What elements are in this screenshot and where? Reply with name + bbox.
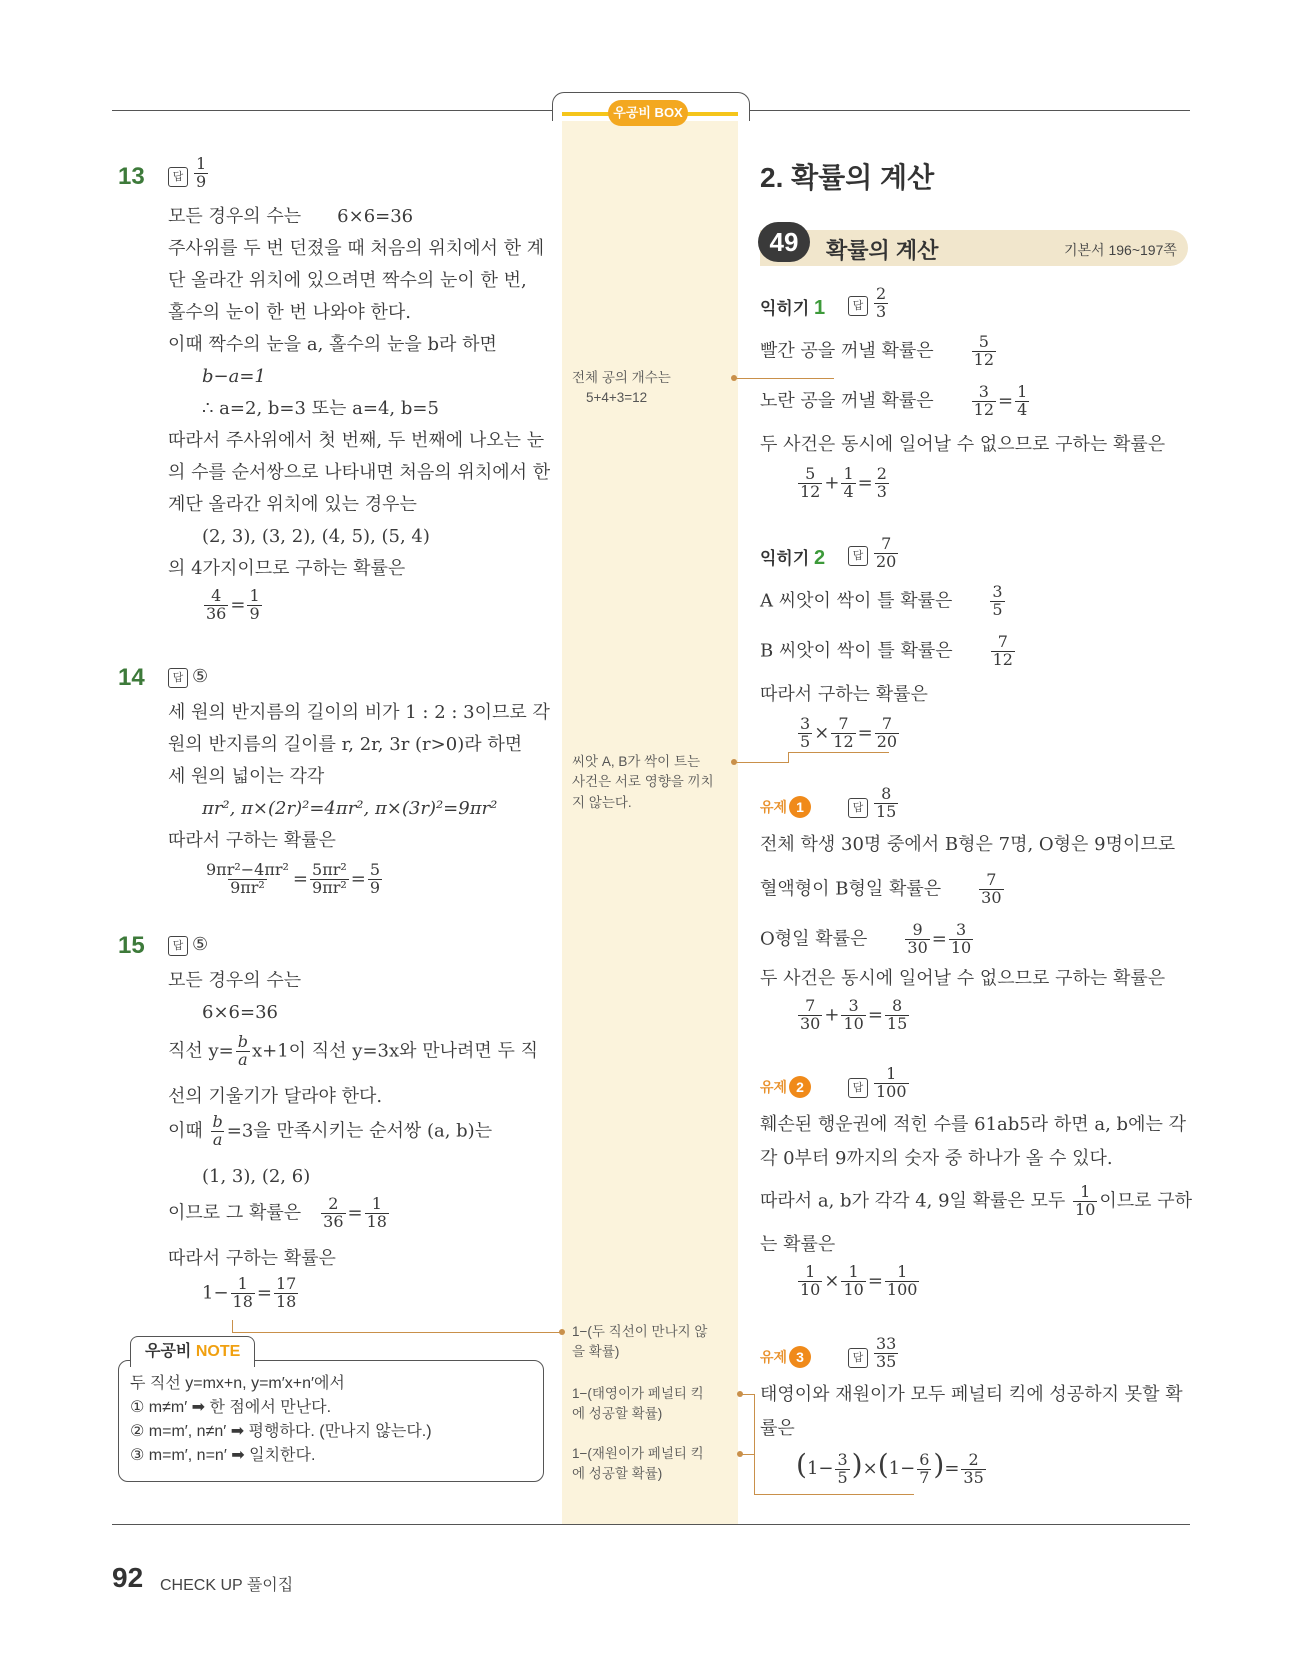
- ik1-red: 빨간 공을 꺼낼 확률은 $\frac{5}{12}$: [760, 332, 995, 369]
- ik1-answer: $\frac{2}{3}$: [876, 284, 887, 321]
- yj3-answer: $\frac{33}{35}$: [876, 1334, 897, 1371]
- problem-15-answer: ⑤: [192, 934, 209, 955]
- box-badge: 우공비 BOX: [608, 100, 688, 126]
- yj1-answer: $\frac{8}{15}$: [876, 784, 897, 821]
- ikhigi-1-label: 익히기 1: [760, 297, 826, 319]
- p13-line: 주사위를 두 번 던졌을 때 처음의 위치에서 한 계: [168, 238, 545, 259]
- p15-prob: 이므로 그 확률은 $\frac{2}{36}$ = $\frac{1}{18}$: [168, 1194, 387, 1231]
- yuje-2-label: 유제 2: [760, 1076, 811, 1098]
- lesson-number-badge: 49: [758, 222, 810, 262]
- answer-icon: 답: [168, 167, 188, 187]
- connector-dot: [731, 759, 737, 765]
- yj2-answer: $\frac{1}{100}$: [876, 1064, 907, 1101]
- answer-icon: 답: [848, 798, 868, 818]
- answer-icon: 답: [848, 1348, 868, 1368]
- problem-14-answer: ⑤: [192, 666, 209, 687]
- ik2-a: A 씨앗이 싹이 틀 확률은 $\frac{3}{5}$: [760, 582, 1003, 619]
- p14-line: 세 원의 넓이는 각각: [168, 766, 325, 787]
- yj2-line3: 따라서 a, b가 각각 4, 9일 확률은 모두 $\frac{1}{10}$ 이므로 구하: [760, 1182, 1193, 1219]
- connector-dot: [737, 1451, 743, 1457]
- note-line: ③ m=m′, n=n′ ➡ 일치한다.: [130, 1447, 316, 1464]
- p15-condition: 이때 $\frac{b}{a}$ =3을 만족시키는 순서쌍 (a, b)는: [168, 1112, 493, 1149]
- yj3-line: 태영이와 재원이가 모두 페널티 킥에 성공하지 못할 확: [760, 1384, 1183, 1405]
- sidenote-independent: 씨앗 A, B가 싹이 트는 사건은 서로 영향을 끼치 지 않는다.: [572, 754, 714, 810]
- lesson-title: 확률의 계산: [826, 238, 939, 263]
- problem-13-answer: $\frac{1}{9}$: [196, 154, 207, 191]
- ik2-answer: $\frac{7}{20}$: [876, 534, 897, 571]
- ik1-yellow: 노란 공을 꺼낼 확률은 $\frac{3}{12}$ = $\frac{1}{4}$: [760, 382, 1028, 419]
- p14-line: 원의 반지름의 길이를 r, 2r, 3r (r>0)라 하면: [168, 734, 523, 755]
- p13-line: 단 올라간 위치에 있으려면 짝수의 눈이 한 번,: [168, 270, 527, 291]
- answer-icon: 답: [848, 296, 868, 316]
- answer-icon: 답: [848, 1078, 868, 1098]
- side-box-column: [562, 110, 738, 1524]
- p14-line: 세 원의 반지름의 길이의 비가 1 : 2 : 3이므로 각: [168, 702, 550, 723]
- yj2-line: 각 0부터 9까지의 숫자 중 하나가 올 수 있다.: [760, 1148, 1113, 1169]
- connector-5b: [754, 1494, 914, 1495]
- ikhigi-2-label: 익히기 2: [760, 547, 826, 569]
- sidenote-jaewon: 1−(재원이가 페널티 킥 에 성공할 확률): [572, 1446, 704, 1482]
- connector-5: [740, 1454, 755, 1495]
- p13-line: ∴ a=2, b=3 또는 a=4, b=5: [202, 398, 439, 419]
- book-title: CHECK UP 풀이집: [160, 1577, 294, 1594]
- top-rule: [112, 110, 552, 111]
- lesson-reference: 기본서 196~197쪽: [1064, 242, 1177, 258]
- connector-dot: [731, 375, 737, 381]
- note-title: 우공비 NOTE: [130, 1336, 255, 1367]
- p14-line: πr², π×(2r)²=4πr², π×(3r)²=9πr²: [202, 798, 498, 819]
- sidenote-not-meet: 1−(두 직선이 만나지 않 을 확률): [572, 1324, 708, 1360]
- page-number: 92: [112, 1562, 144, 1593]
- p13-final: $\frac{4}{36}$ = $\frac{1}{9}$: [206, 586, 260, 623]
- p14-final: $\frac{\text{9πr²−4πr²}}{\text{9πr²}}$ = $\frac{\text{5πr²}}{\text{9πr²}}$ = $\frac{5}{9}$: [206, 860, 381, 897]
- p13-line: 홀수의 눈이 한 번 나와야 한다.: [168, 302, 411, 323]
- yj3-final: (1− $\frac{3}{5}$ )×(1− $\frac{6}{7}$ )= $\frac{2}{35}$: [796, 1448, 984, 1487]
- yj2-final: $\frac{1}{10}$ × $\frac{1}{10}$ = $\frac{1}{100}$: [800, 1262, 918, 1299]
- problem-13-number: 13: [118, 163, 145, 190]
- sidenote-taeyoung: 1−(태영이가 페널티 킥 에 성공할 확률): [572, 1386, 704, 1422]
- p15-line: 선의 기울기가 달라야 한다.: [168, 1086, 383, 1107]
- yj1-o: O형일 확률은 $\frac{9}{30}$ = $\frac{3}{10}$: [760, 920, 972, 957]
- p14-line: 따라서 구하는 확률은: [168, 830, 336, 851]
- sidenote-ball-count: 전체 공의 개수는 5+4+3=12: [572, 370, 671, 406]
- p15-final: 1− $\frac{1}{18}$ = $\frac{17}{18}$: [202, 1274, 297, 1311]
- ik1-final: $\frac{5}{12}$ + $\frac{1}{4}$ = $\frac{2}{3}$: [800, 464, 887, 501]
- connector-2: [734, 762, 788, 763]
- problem-14-number: 14: [118, 664, 145, 691]
- answer-icon: 답: [848, 546, 868, 566]
- connector-dot: [559, 1329, 565, 1335]
- p15-line: (1, 3), (2, 6): [202, 1166, 311, 1187]
- yj3-line: 률은: [760, 1418, 795, 1439]
- ik2-final: $\frac{3}{5}$ × $\frac{7}{12}$ = $\frac{7}{20}$: [800, 714, 898, 751]
- yuje-1-label: 유제 1: [760, 796, 811, 818]
- note-line: ① m≠m′ ➡ 한 점에서 만난다.: [130, 1399, 332, 1416]
- p13-line: b−a=1: [202, 366, 266, 387]
- note-line: ② m=m′, n≠n′ ➡ 평행하다. (만나지 않는다.): [130, 1423, 432, 1440]
- p13-line: 계단 올라간 위치에 있는 경우는: [168, 494, 417, 515]
- yj1-final: $\frac{7}{30}$ + $\frac{3}{10}$ = $\frac{8}{15}$: [800, 996, 908, 1033]
- yj2-line: 는 확률은: [760, 1234, 836, 1255]
- p15-line-line: 직선 y= $\frac{b}{a}$ x+1이 직선 y=3x와 만나려면 두 직: [168, 1032, 539, 1069]
- yj1-b: 혈액형이 B형일 확률은 $\frac{7}{30}$: [760, 870, 1002, 907]
- yj1-line: 전체 학생 30명 중에서 B형은 7명, O형은 9명이므로: [760, 834, 1176, 855]
- connector-2b: [788, 752, 889, 763]
- p13-line: (2, 3), (3, 2), (4, 5), (5, 4): [202, 526, 430, 547]
- ik2-line: 따라서 구하는 확률은: [760, 684, 928, 705]
- p13-line: 따라서 주사위에서 첫 번째, 두 번째에 나오는 눈: [168, 430, 545, 451]
- p15-line: 6×6=36: [202, 1002, 278, 1023]
- yj1-line: 두 사건은 동시에 일어날 수 없으므로 구하는 확률은: [760, 968, 1166, 989]
- answer-icon: 답: [168, 936, 188, 956]
- p13-line: 이때 짝수의 눈을 a, 홀수의 눈을 b라 하면: [168, 334, 497, 355]
- bottom-rule: [112, 1524, 1190, 1525]
- top-rule-right: [748, 110, 1190, 111]
- p15-line: 모든 경우의 수는: [168, 970, 302, 991]
- p13-line: 의 수를 순서쌍으로 나타내면 처음의 위치에서 한: [168, 462, 551, 483]
- connector-3: [232, 1320, 563, 1333]
- connector-dot: [737, 1391, 743, 1397]
- connector-1: [734, 378, 834, 379]
- ik1-line: 두 사건은 동시에 일어날 수 없으므로 구하는 확률은: [760, 434, 1166, 455]
- yuje-3-label: 유제 3: [760, 1346, 811, 1368]
- section-title: 2. 확률의 계산: [760, 162, 935, 193]
- problem-15-number: 15: [118, 932, 145, 959]
- answer-icon: 답: [168, 668, 188, 688]
- yj2-line: 훼손된 행운권에 적힌 수를 61ab5라 하면 a, b에는 각: [760, 1114, 1186, 1135]
- p13-line: 모든 경우의 수는 6×6=36: [168, 206, 414, 227]
- p15-line: 따라서 구하는 확률은: [168, 1248, 336, 1269]
- p13-line: 의 4가지이므로 구하는 확률은: [168, 558, 406, 579]
- ik2-b: B 씨앗이 싹이 틀 확률은 $\frac{7}{12}$: [760, 632, 1013, 669]
- note-line: 두 직선 y=mx+n, y=m′x+n′에서: [130, 1375, 345, 1392]
